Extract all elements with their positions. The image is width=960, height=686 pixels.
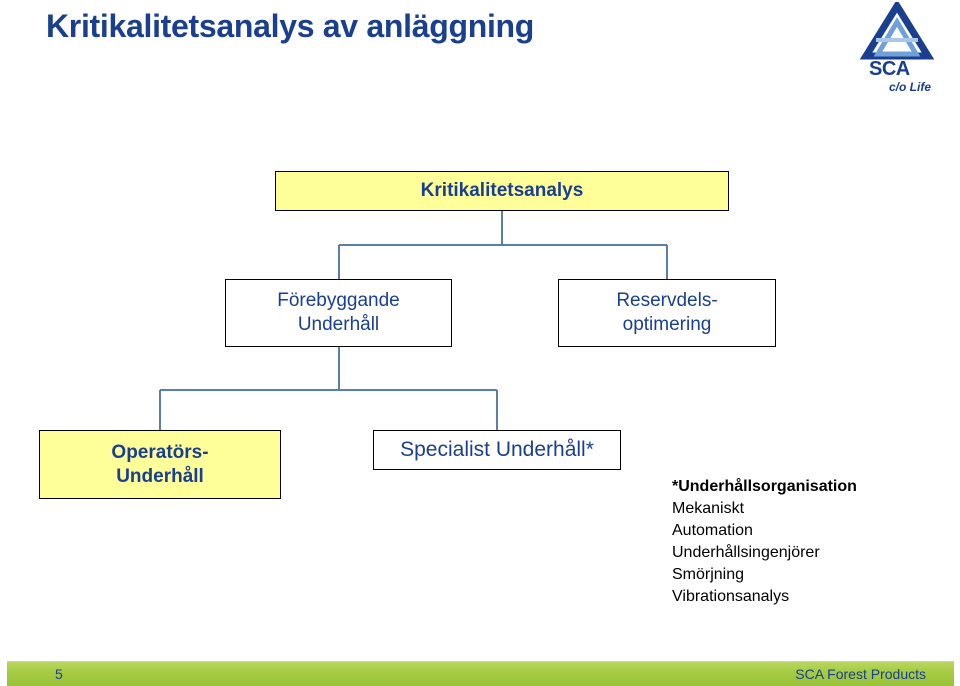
note-item: Smörjning — [672, 566, 745, 583]
node-forebyggande-underhall — [225, 279, 452, 347]
footer-bar — [7, 661, 954, 686]
node-label-line: Specialist Underhåll* — [400, 437, 594, 461]
node-operatorsunderhall — [39, 430, 281, 499]
logo-tagline: c/o Life — [889, 80, 932, 94]
node-root-label: Kritikalitetsanalys — [420, 180, 584, 202]
note-item: Underhållsingenjörer — [672, 544, 820, 561]
maintenance-organisation-note — [672, 476, 857, 608]
node-specialist-underhall — [373, 430, 621, 470]
node-label-line: Förebyggande — [277, 290, 400, 312]
note-item: Vibrationsanalys — [672, 588, 790, 605]
note-item: Automation — [672, 522, 753, 539]
node-label-line: Operatörs- — [111, 441, 209, 463]
note-item: Mekaniskt — [672, 500, 745, 517]
page-title: Kritikalitetsanalys av anläggning — [46, 8, 535, 44]
node-label-line: Underhåll — [116, 465, 204, 487]
page-number: 5 — [55, 666, 63, 682]
node-label-line: Reservdels- — [616, 290, 718, 312]
node-reservdelsoptimering — [558, 279, 776, 347]
node-label-line: optimering — [622, 314, 712, 335]
footer-brand: SCA Forest Products — [795, 666, 926, 682]
logo-name: SCA — [869, 58, 910, 80]
node-label-line: Underhåll — [297, 314, 380, 335]
node-root — [275, 171, 729, 211]
note-heading: *Underhållsorganisation — [672, 478, 857, 495]
